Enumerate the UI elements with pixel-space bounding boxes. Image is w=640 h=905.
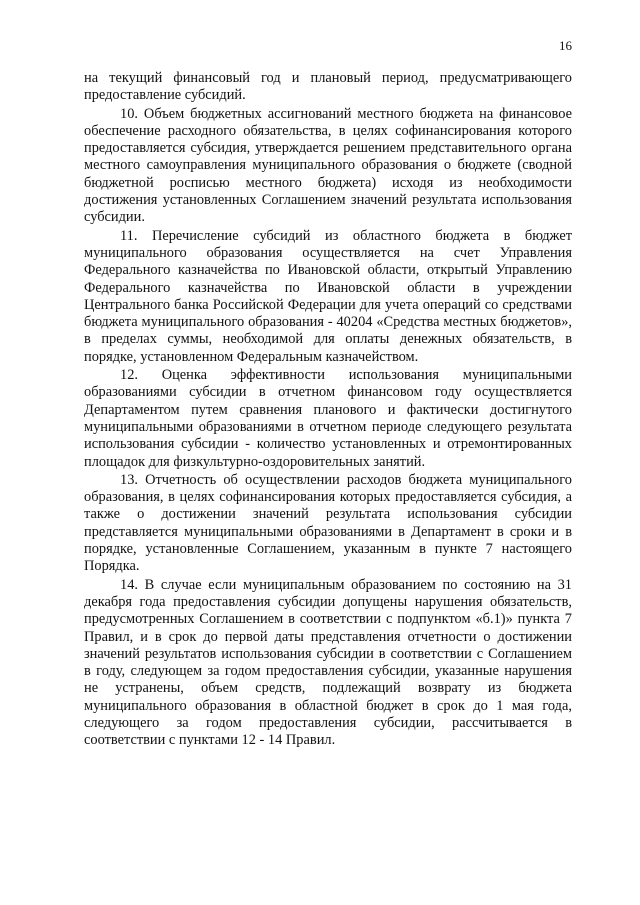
paragraph-11: 11. Перечисление субсидий из областного бюджета в бюджет муниципального образования осуществляется на счет Управления Федерального казначейства по Ивановской области, открытый Управлению Федерального казначейства по Ивановской области в учреждении Центрального банка Российской Федерации для учета операций со средствами бюджета муниципального образования - 40204 «Средства местных бюджетов», в пределах суммы, необходимой для оплаты денежных обязательств, в порядке, установленном Федеральным казначейством. — [84, 227, 572, 365]
paragraph-10: 10. Объем бюджетных ассигнований местного бюджета на финансовое обеспечение расходного обязательства, в целях софинансирования которого предоставляется субсидия, утверждается решением представительного органа местного самоуправления муниципального образования о бюджете (сводной бюджетной росписью местного бюджета) исходя из необходимости достижения установленных Соглашением значений результата использования субсидии. — [84, 105, 572, 226]
paragraph-12: 12. Оценка эффективности использования муниципальными образованиями субсидии в отчетном финансовом году осуществляется Департаментом путем сравнения планового и фактически достигнутого муниципальными образованиями в отчетном периоде следующего результата использования субсидии - количество установленных и отремонтированных площадок для физкультурно-оздоровительных занятий. — [84, 367, 572, 470]
paragraph-continuation: на текущий финансовый год и плановый период, предусматривающего предоставление субсидий. — [84, 70, 572, 104]
paragraph-14: 14. В случае если муниципальным образованием по состоянию на 31 декабря года предоставления субсидии допущены нарушения обязательств, предусмотренных Соглашением в соответствии с подпунктом «б.1)» пункта 7 Правил, и в срок до первой даты представления отчетности о достижении значений результатов использования субсидии в соответствии с Соглашением в году, следующем за годом предоставления субсидии, указанные нарушения не устранены, объем средств, подлежащий возврату из бюджета муниципального образования в областной бюджет в срок до 1 мая года, следующего за годом предоставления субсидии, рассчитывается в соответствии с пунктами 12 - 14 Правил. — [84, 576, 572, 749]
document-body — [84, 70, 572, 750]
page-number: 16 — [559, 38, 572, 53]
paragraph-13: 13. Отчетность об осуществлении расходов бюджета муниципального образования, в целях софинансирования которых предоставляется субсидия, а также о достижении значений результата использования субсидии представляется муниципальными образованиями в Департамент в сроки и в порядке, установленные Соглашением, указанным в пункте 7 настоящего Порядка. — [84, 471, 572, 575]
